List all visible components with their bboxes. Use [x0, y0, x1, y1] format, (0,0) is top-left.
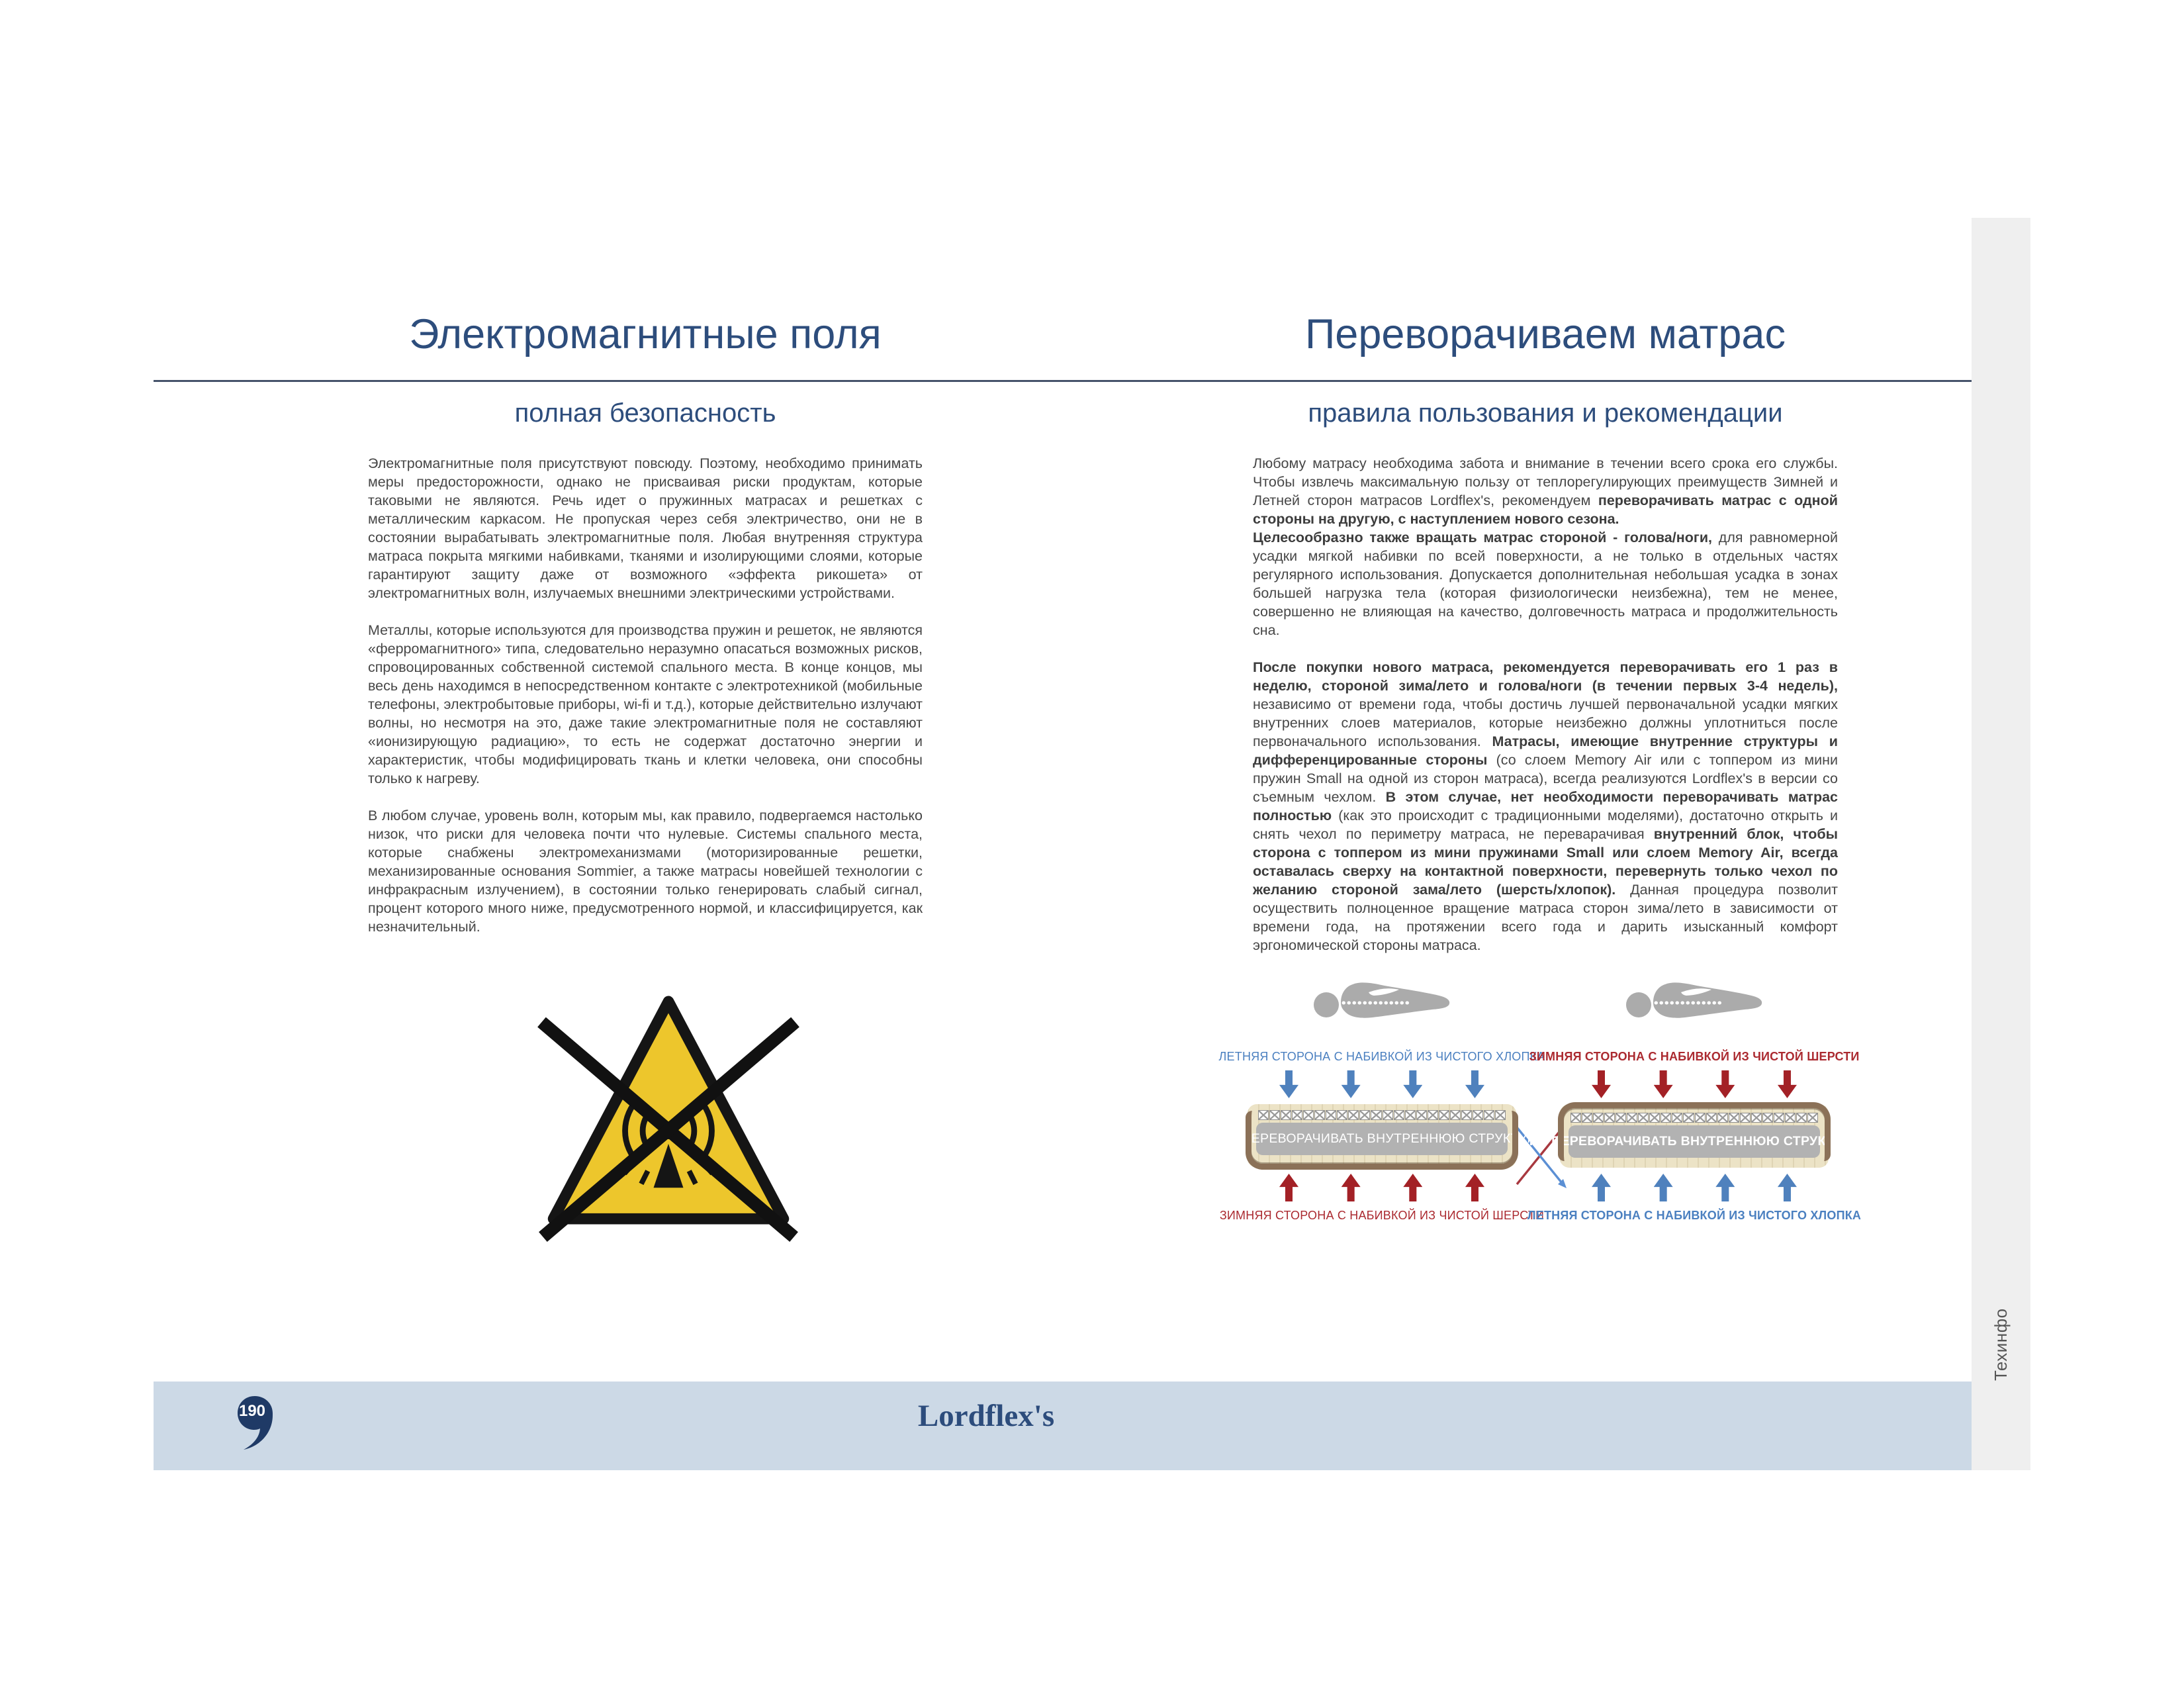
red-down-arrow-icon	[1592, 1070, 1611, 1098]
left-page-subtitle: полная безопасность	[514, 399, 776, 428]
red-up-arrow-icon	[1465, 1174, 1484, 1201]
brand-logo: Lordflex's	[917, 1399, 1055, 1433]
left-body-text	[368, 454, 923, 955]
left-page-title: Электромагнитные поля	[409, 311, 882, 357]
mattress-flip-diagram	[1218, 978, 1862, 1237]
winter-side-top-label: ЗИМНЯЯ СТОРОНА С НАБИВКОЙ ИЗ ЧИСТОЙ ШЕРСТИ	[1529, 1050, 1860, 1063]
right-paragraph-3: После покупки нового матраса, рекомендуется переворачивать его 1 раз в неделю, стороной зима/лето и голова/ноги (в течении первых 3-4 недель), независимо от времени года, чтобы достичь лучшей первоначальной усадки мягких внутренних слоев материалов, которые неизбежно должны уплотниться после первоначального использования. Матрасы, имеющие внутренние структуры и дифференцированные стороны (со слоем Memory Air или с топпером из мини пружин Small на одной из сторон матраса), всегда реализуются Lordflex's в версии со съемным чехлом. В этом случае, нет необходимости переворачивать матрас полностью (как это происходит с традиционными моделями), достаточно открыть и снять чехол по периметру матраса, не переварачивая внутренний блок, чтобы сторона с топпером из мини пружинами Small или слоем Memory Air, всегда оставалась сверху на контактной поверхности, перевернуть только чехол по желанию стороной зама/лето (шерсть/хлопок). Данная процедура позволит осуществить полноценное вращение матраса сторон зима/лето в зависимости от времени года, на протяжении всего года и дарить изысканный комфорт эргономической стороны матраса.	[1253, 659, 1839, 953]
red-up-arrow-icon	[1279, 1174, 1298, 1201]
red-down-arrow-icon	[1654, 1070, 1673, 1098]
right-paragraph-2: Целесообразно также вращать матрас стороной - голова/ноги, для равномерной усадки мягкой набивки по всей поверхности, а не только в отдельных частях регулярного использования. Допускается дополнительная небольшая усадка в зонах большей нагрузка тела (которая физиологически неизбежна), тем не менее, совершенно не влияющая на качество, долговечность матраса и продолжительность сна.	[1253, 530, 1838, 638]
mattress-summer-up-column	[1218, 978, 1545, 1223]
right-page-subtitle: правила пользования и рекомендации	[1308, 399, 1783, 428]
blue-down-arrow-icon	[1403, 1070, 1422, 1098]
red-up-arrow-icon	[1342, 1174, 1361, 1201]
right-page-title: Переворачиваем матрас	[1305, 311, 1786, 357]
no-electromagnetic-radiation-icon	[526, 968, 811, 1252]
mattress-cross-section	[1220, 1104, 1544, 1168]
mattress-winter-up-column	[1527, 978, 1862, 1223]
blue-down-arrow-icon	[1465, 1070, 1484, 1098]
red-down-arrow-icon	[1778, 1070, 1797, 1098]
mattress-border-tube	[1558, 1102, 1831, 1161]
section-tab-label: Техинфо	[1991, 1308, 2011, 1381]
blue-up-arrow-icon	[1715, 1174, 1735, 1201]
left-paragraph-1: Электромагнитные поля присутствуют повсюду. Поэтому, необходимо принимать меры предосторожности, однако не присваивая риски продуктам, которые таковыми не являются. Речь идет о пружинных матрасах и решетках с металлическим каркасом. Не пропуская через себя электричество, они не в состоянии вырабатывать электромагнитные поля. Любая внутренняя структура матраса покрыта мягкими набивками, тканями и изолирующими слоями, которые гарантируют защиту даже от возможного «эффекта рикошета» от электромагнитных волн, излучаемых внешними электрическими устройствами.	[368, 455, 923, 601]
left-paragraph-3: В любом случае, уровень волн, которым мы, как правило, подвергаемся настолько низок, что риски для человека почти что нулевые. Системы спального места, которые снабжены электромеханизмами (моторизированные решетки, механизированные основания Sommier, а также матрасы новейшей технологии с инфракрасным излучением), в состоянии только генерировать слабый сигнал, процент которого много ниже, предусмотренного нормой, и классифицируется, как незначительный.	[368, 808, 923, 935]
title-divider-rule	[154, 380, 1972, 382]
blue-down-arrow-icon	[1342, 1070, 1361, 1098]
red-up-arrow-icon	[1403, 1174, 1422, 1201]
mattress-core-label: НЕ ПЕРЕВОРАЧИВАТЬ ВНУТРЕННЮЮ СТРУКТУРУ	[1256, 1123, 1508, 1155]
sleeping-person-icon	[1312, 978, 1452, 1027]
blue-up-arrow-icon	[1654, 1174, 1673, 1201]
left-paragraph-2: Металлы, которые используются для производства пружин и решеток, не являются «ферромагнитного» типа, следовательно неразумно опасаться возможных рисков, спровоцированных собственной системой спального места. В конце концов, мы весь день находимся в непосредственном контакте с электротехникой (мобильные телефоны, электробытовые приборы, wi-fi и т.д.), которые действительно излучают волны, но несмотря на это, даже такие электромагнитные поля не составляют «ионизирующую радиацию», то есть не содержат достаточно энергии и характеристик, чтобы модифицировать ткань и клетки человека, они способны только к нагреву.	[368, 622, 923, 786]
mattress-core-label: НЕ ПЕРЕВОРАЧИВАТЬ ВНУТРЕННЮЮ СТРУКТУРУ	[1569, 1125, 1820, 1158]
mattress-cross-section	[1529, 1104, 1860, 1168]
winter-arrows-up	[1279, 1174, 1484, 1201]
blue-up-arrow-icon	[1592, 1174, 1611, 1201]
page-number: 190	[238, 1402, 266, 1420]
summer-side-bottom-label: ЛЕТНЯЯ СТОРОНА С НАБИВКОЙ ИЗ ЧИСТОГО ХЛОПКА	[1527, 1209, 1862, 1222]
mattress-border-tube	[1246, 1111, 1518, 1170]
red-down-arrow-icon	[1715, 1070, 1735, 1098]
winter-side-bottom-label: ЗИМНЯЯ СТОРОНА С НАБИВКОЙ ИЗ ЧИСТОЙ ШЕРСТИ	[1219, 1209, 1545, 1222]
winter-arrows-down	[1592, 1070, 1797, 1098]
summer-arrows-up	[1592, 1174, 1797, 1201]
blue-up-arrow-icon	[1778, 1174, 1797, 1201]
blue-down-arrow-icon	[1279, 1070, 1298, 1098]
summer-side-top-label: ЛЕТНЯЯ СТОРОНА С НАБИВКОЙ ИЗ ЧИСТОГО ХЛОПКА	[1218, 1050, 1545, 1063]
section-tab[interactable]	[1972, 218, 2030, 1470]
right-paragraph-1: Любому матрасу необходима забота и внимание в течении всего срока его службы. Чтобы извлечь максимальную пользу от теплорегулирующих преимуществ Зимней и Летней сторон матрасов Lordflex's, рекомендуем переворачивать матрас с одной стороны на другую, с наступлением нового сезона.	[1253, 455, 1838, 527]
right-body-text	[1253, 454, 1838, 955]
sleeping-person-icon	[1624, 978, 1764, 1027]
summer-arrows-down	[1279, 1070, 1484, 1098]
